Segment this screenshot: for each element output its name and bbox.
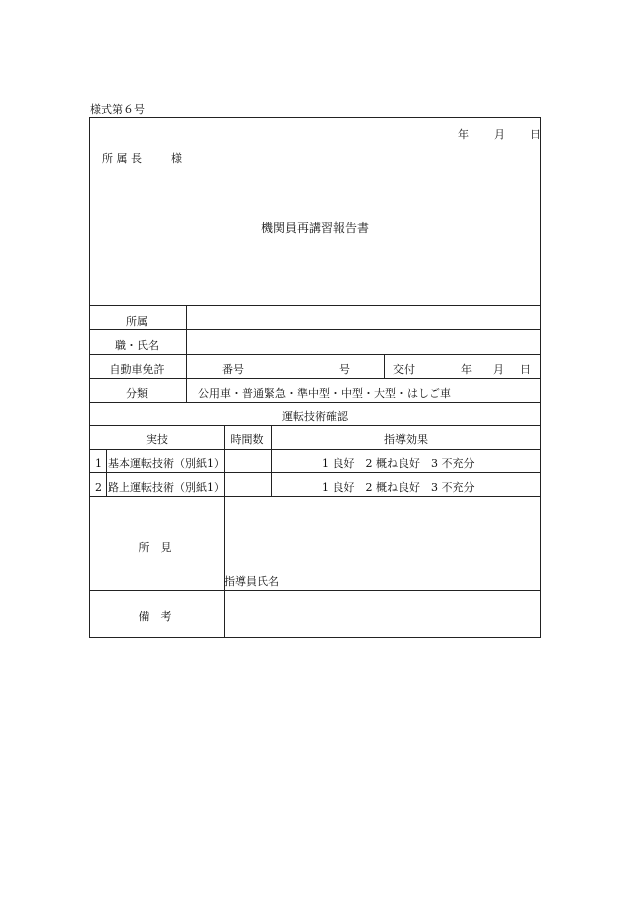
license-label: 自動車免許 [109,363,165,376]
item-name: 路上運転技術（別紙1） [108,481,225,494]
addressee-title: 所 属 長 [102,152,142,165]
position-name-label: 職・氏名 [115,339,159,352]
item-number: 2 [95,481,102,494]
document-title: 機関員再講習報告書 [260,221,370,235]
license-issued-label: 交付 [393,363,415,376]
hours-header: 時間数 [230,433,264,446]
affiliation-label: 所属 [126,315,148,328]
row-divider-affiliation-bottom [89,329,541,330]
practice-header: 実技 [146,433,168,446]
item-effect-options: 1 良好 2 概ね良好 3 不充分 [322,457,475,470]
row-divider-license-bottom [89,378,541,379]
col-divider-hours [271,425,272,497]
row-divider-category-bottom [89,402,541,403]
row-divider-findings-bottom [89,590,541,591]
license-issued-year-label: 年 [461,363,472,376]
findings-label: 所 見 [138,541,172,554]
category-label: 分類 [126,387,148,400]
date-month-label: 月 [494,128,505,141]
date-day-label: 日 [530,128,541,141]
row-divider-header-bottom [89,449,541,450]
row-divider-item1-bottom [89,472,541,473]
item-number: 1 [95,457,102,470]
row-divider-affiliation-top [89,305,541,306]
license-number-label: 番号 [222,363,244,376]
col-divider-label [186,305,187,403]
license-issued-day-label: 日 [520,363,531,376]
row-divider-item2-bottom [89,496,541,497]
item-name: 基本運転技術（別紙1） [108,457,225,470]
col-divider-item-number [106,449,107,497]
item-effect-options: 1 良好 2 概ね良好 3 不充分 [322,481,475,494]
license-issued-month-label: 月 [493,363,504,376]
remarks-label: 備 考 [138,610,172,623]
row-divider-position-bottom [89,354,541,355]
effect-header: 指導効果 [384,433,428,446]
section-heading: 運転技術確認 [282,410,348,423]
frame-bottom-border [89,637,541,638]
col-divider-license-issued [384,354,385,379]
instructor-name-label: 指導員氏名 [224,575,279,588]
form-number: 様式第６号 [90,103,145,116]
license-number-suffix: 号 [339,363,350,376]
frame-top-border [89,117,541,118]
date-year-label: 年 [458,128,469,141]
category-options: 公用車・普通緊急・準中型・中型・大型・はしご車 [198,387,451,400]
addressee-honorific: 様 [171,152,182,165]
row-divider-section-bottom [89,425,541,426]
